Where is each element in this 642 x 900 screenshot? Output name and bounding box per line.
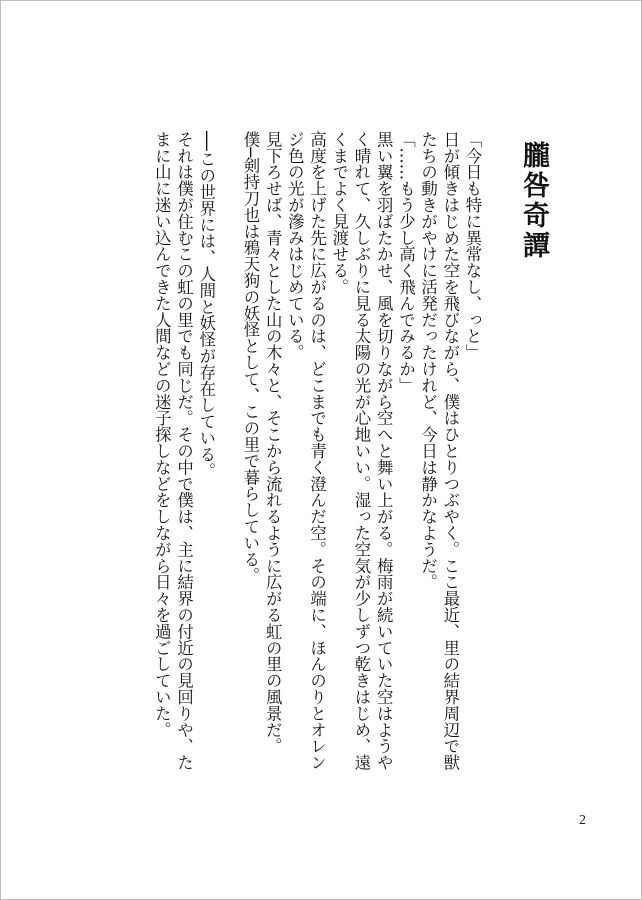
paragraph: 僕─剣持刀也は鴉天狗の妖怪として、この里で暮らしている。 [240,131,260,584]
paragraph: それは僕が住むこの虹の里でも同じだ。その中で僕は、主に結界の付近の見回りや、たまに山に迷い込んできた人間などの迷子探しなどをしながら日々を過ごしていた。 [152,131,194,771]
paragraph: 高度を上げた先に広がるのは、どこまでも青く澄んだ空。その端に、ほんのりとオレンジ色の光が滲みはじめている。 [285,131,327,771]
page-number: 2 [579,813,586,828]
paragraph: 黒い翼を羽ばたかせ、風を切りながら空へと舞い上がる。梅雨が続いていた空はようやく晴れて、久しぶりに見る太陽の光が心地いい。湿った空気が少しずつ乾きはじめ、遠くまでよく見渡せる。 [329,131,394,771]
body-text [113,131,483,771]
paragraph: 見下ろせば、青々とした山の木々と、そこから流れるように広がる虹の里の風景だ。 [263,131,283,755]
paragraph: 「今日も特に異常なし、っと」 [463,131,482,361]
paragraph: ──この世界には、人間と妖怪が存在している。 [196,131,216,479]
paragraph-spacer [217,131,239,771]
chapter-title: 朧咎奇譚 [518,141,549,261]
paragraph: 「……もう少し高く飛んでみるか」 [396,131,416,394]
paragraph: 日が傾きはじめた空を飛びながら、僕はひとりつぶやく。ここ最近、里の結界周辺で獣たちの動きがやけに活発だったけれど、今日は静かなようだ。 [418,131,460,771]
